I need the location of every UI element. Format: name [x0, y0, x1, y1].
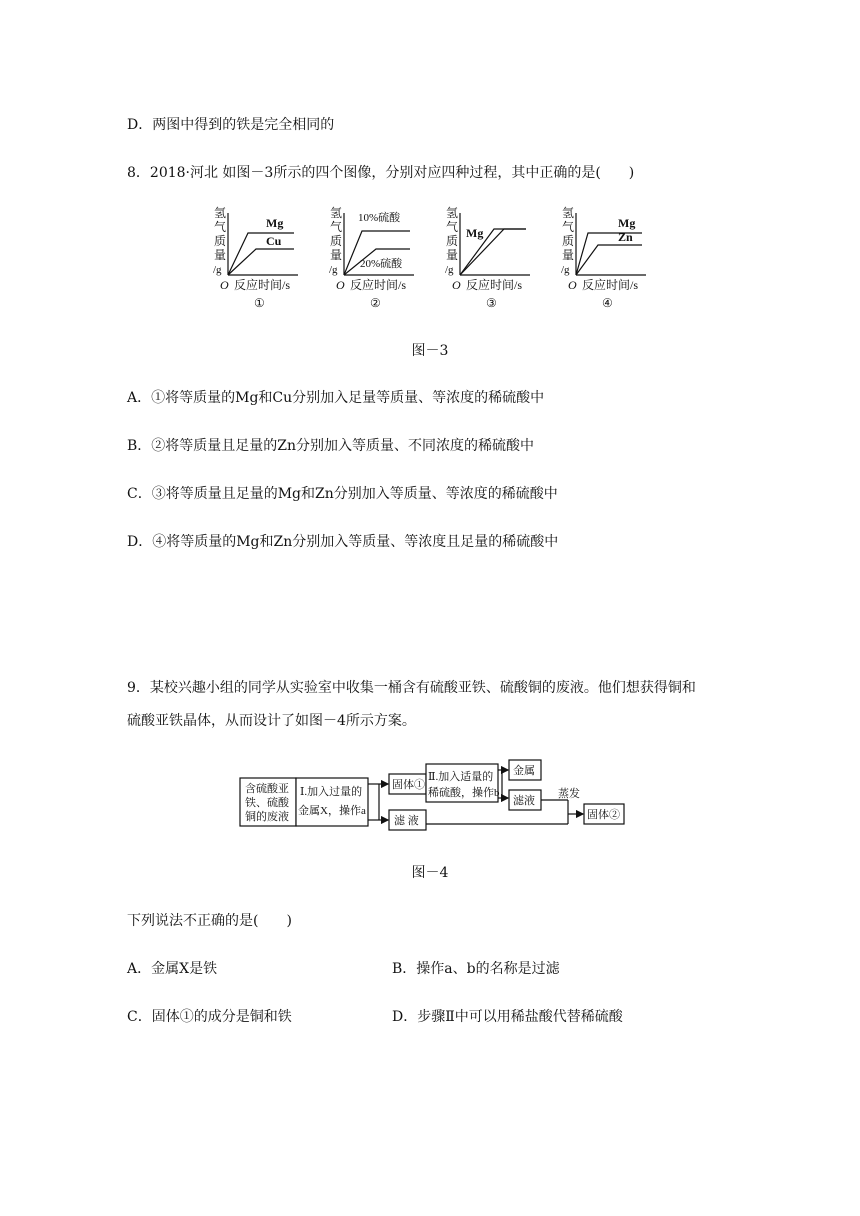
- graph-number: ②: [370, 296, 381, 310]
- step2-text: Ⅱ.加入适量的: [428, 771, 494, 783]
- q8-option-a: A．①将等质量的Mg和Cu分别加入足量等质量、等浓度的稀硫酸中: [127, 390, 545, 406]
- origin-label: O: [220, 278, 229, 292]
- x-axis-label: 反应时间/s: [234, 278, 291, 292]
- q7-option-d: D．两图中得到的铁是完全相同的: [127, 117, 335, 133]
- q8-option-b: B．②将等质量且足量的Zn分别加入等质量、不同浓度的稀硫酸中: [127, 438, 535, 454]
- graph-2: [329, 206, 414, 310]
- line-label-mg: Mg: [266, 216, 284, 230]
- graph-y-label: 气: [446, 220, 459, 234]
- q9-option-d: D．步骤Ⅱ中可以用稀盐酸代替稀硫酸: [392, 1009, 623, 1025]
- graph-y-label: /g: [329, 264, 338, 276]
- solid2-text: 固体②: [587, 809, 620, 821]
- step2-text: 稀硫酸，操作b: [428, 787, 500, 799]
- line-label-10-percent: 10%硫酸: [358, 212, 401, 224]
- q9-stem-line2: 硫酸亚铁晶体，从而设计了如图－4所示方案。: [127, 713, 416, 729]
- waste-liquid-text: 含硫酸亚: [245, 783, 289, 795]
- graph-y-label: 质: [214, 234, 227, 248]
- origin-label: O: [336, 278, 345, 292]
- graph-y-label: 质: [562, 234, 575, 248]
- q9-question: 下列说法不正确的是( ): [127, 913, 292, 929]
- metal-text: 金属: [513, 765, 535, 777]
- evaporate-label: 蒸发: [558, 788, 580, 800]
- line-label-zn: Zn: [618, 230, 633, 244]
- figure-4: [236, 750, 636, 834]
- graph-y-label: /g: [445, 264, 454, 276]
- x-axis-label: 反应时间/s: [582, 278, 639, 292]
- graph-y-label: 气: [562, 220, 575, 234]
- curve-mg: [228, 233, 294, 275]
- origin-label: O: [452, 278, 461, 292]
- graph-number: ③: [486, 296, 497, 310]
- q8-option-d: D．④将等质量的Mg和Zn分别加入等质量、等浓度且足量的稀硫酸中: [127, 534, 559, 550]
- figure-3: [200, 205, 670, 317]
- solid1-text: 固体①: [392, 779, 425, 791]
- graph-4: [561, 206, 646, 310]
- graph-number: ④: [602, 296, 613, 310]
- origin-label: O: [568, 278, 577, 292]
- q9-option-b: B．操作a、b的名称是过滤: [392, 961, 560, 977]
- figure-4-caption: 图－4: [411, 865, 449, 881]
- graph-y-label: /g: [213, 264, 222, 276]
- line-label-mg: Mg: [466, 226, 484, 240]
- x-axis-label: 反应时间/s: [466, 278, 523, 292]
- graph-y-label: 质: [446, 234, 459, 248]
- graph-y-label: 气: [214, 220, 227, 234]
- graph-y-label: 量: [214, 248, 227, 262]
- waste-liquid-text: 铁、硫酸: [245, 797, 289, 809]
- graph-y-label: 质: [330, 234, 343, 248]
- q9-option-a: A．金属X是铁: [127, 961, 218, 977]
- graph-y-label: 气: [330, 220, 343, 234]
- graph-y-label: 量: [562, 248, 575, 262]
- q9-option-c: C．固体①的成分是铜和铁: [127, 1009, 292, 1025]
- graph-y-label: /g: [561, 264, 570, 276]
- x-axis-label: 反应时间/s: [350, 278, 407, 292]
- graph-y-label: 氢: [214, 206, 227, 220]
- graph-3: [445, 206, 530, 310]
- q9-stem-line1: 9．某校兴趣小组的同学从实验室中收集一桶含有硫酸亚铁、硫酸铜的废液。他们想获得铜和: [127, 680, 696, 696]
- q8-option-c: C．③将等质量且足量的Mg和Zn分别加入等质量、等浓度的稀硫酸中: [127, 486, 558, 502]
- graph-y-label: 量: [446, 248, 459, 262]
- q8-stem: 8．2018·河北 如图－3所示的四个图像，分别对应四种过程，其中正确的是( ): [127, 165, 635, 181]
- step1-text: 金属X，操作a: [298, 805, 366, 817]
- graph-y-label: 氢: [446, 206, 459, 220]
- line-label-mg: Mg: [618, 216, 636, 230]
- graph-y-label: 氢: [330, 206, 343, 220]
- figure-3-caption: 图－3: [411, 343, 449, 359]
- waste-liquid-text: 铜的废液: [245, 811, 289, 823]
- graph-1: [213, 206, 298, 310]
- curve-zn: [576, 245, 642, 275]
- line-label-cu: Cu: [266, 234, 282, 248]
- step1-text: Ⅰ.加入过量的: [300, 786, 363, 798]
- filtrate2-text: 滤液: [513, 795, 535, 807]
- graph-y-label: 氢: [562, 206, 575, 220]
- filtrate1-text: 滤 液: [394, 815, 419, 827]
- line-label-20-percent: 20%硫酸: [360, 258, 403, 270]
- graph-y-label: 量: [330, 248, 343, 262]
- graph-number: ①: [254, 296, 265, 310]
